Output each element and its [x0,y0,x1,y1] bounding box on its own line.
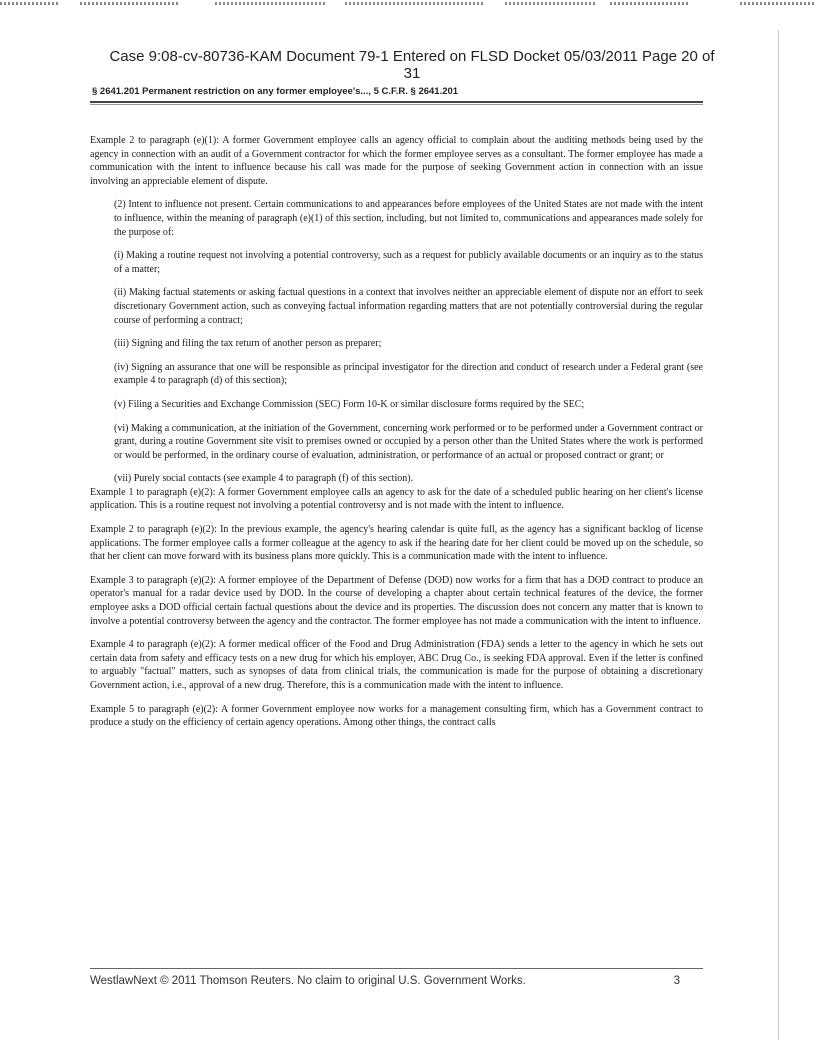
header-divider [90,101,703,103]
regulation-citation: § 2641.201 Permanent restriction on any former employee's..., 5 C.F.R. § 2641.201 [92,86,459,97]
case-header-line1: Case 9:08-cv-80736-KAM Document 79-1 Entered on FLSD Docket 05/03/2011 Page 20 of [109,48,715,65]
scan-artifact [0,0,816,8]
header-divider-thin [90,104,703,105]
paragraph-example-2-e2: Example 2 to paragraph (e)(2): In the previous example, the agency's hearing calendar is quite full, as the agency has a significant backlog of license applications. The former employee calls a former colleague at the agency to ask if the hearing date for her client could be moved up on the schedule, so that her client can move forward with its business plans more quickly. This is a communication made with the intent to influence. [90,524,703,563]
list-item-i: (i) Making a routine request not involving a potential controversy, such as a request for publicly available documents or an inquiry as to the status of a matter; [114,250,703,275]
paragraph-example-3-e2: Example 3 to paragraph (e)(2): A former employee of the Department of Defense (DOD) now works for a firm that has a DOD contract to produce an operator's manual for a radar device used by DOD. In the course of developing a chapter about certain technical features of the device, the former employee asks a DOD official certain factual questions about the device and its properties. The discussion does not concern any matter that is known to involve a potential controversy between the agency and the contractor. The former employee has not made a communication with the intent to influence. [90,574,703,627]
footer-copyright: WestlawNext © 2011 Thomson Reuters. No claim to original U.S. Government Works. [90,975,526,987]
footer-divider [90,968,703,969]
document-body [90,134,703,740]
list-item-ii: (ii) Making factual statements or asking factual questions in a context that involves neither an appreciable element of dispute nor an effort to seek discretionary Government action, such as conveying factual information regarding matters that are not potentially controversial during the regular course of performing a contract; [114,287,703,326]
paragraph-example-4-e2: Example 4 to paragraph (e)(2): A former medical officer of the Food and Drug Administration (FDA) sends a letter to the agency in which he sets out certain data from safety and efficacy tests on a new drug for which his employer, ABC Drug Co., is seeking FDA approval. Even if the letter is confined to arguably "factual" matters, such as synopses of data from clinical trials, the communication is made for the purpose of obtaining a discretionary Government action, i.e., approval of a new drug. Therefore, this is a communication made with the intent to influence. [90,639,703,691]
paragraph-e2-intro: (2) Intent to influence not present. Certain communications to and appearances before employees of the United States are not made with the intent to influence, within the meaning of paragraph (e)(1) of this section, including, but not limited to, communications and appearances made solely for the purpose of: [114,199,703,238]
case-header-line2: 31 [403,65,421,82]
list-item-vi: (vi) Making a communication, at the initiation of the Government, concerning work performed or to be performed under a Government contract or grant, during a routine Government site visit to premises owned or occupied by a person other than the United States where the work is performed or would be performed, in the ordinary course of evaluation, administration, or performance of an actual or proposed contract or grant; or [114,422,703,461]
paragraph-example-1-e2: Example 1 to paragraph (e)(2): A former Government employee calls an agency to ask for the date of a scheduled public hearing on her client's license application. This is a routine request not involving a potential controversy and is not made with the intent to influence. [90,486,703,512]
list-item-v: (v) Filing a Securities and Exchange Commission (SEC) Form 10-K or similar disclosure forms required by the SEC; [114,398,585,410]
paragraph-example-2-e1: Example 2 to paragraph (e)(1): A former Government employee calls an agency official to complain about the auditing methods being used by the agency in connection with an audit of a Government contractor for which the former employee serves as a consultant. The former employee has made a communication with the intent to influence because his call was made for the purpose of seeking Government action in connection with an issue involving an appreciable element of dispute. [90,135,703,187]
list-item-vii: (vii) Purely social contacts (see example 4 to paragraph (f) of this section). [114,473,414,485]
page-footer [90,975,690,987]
scan-margin-line [778,30,779,1040]
list-item-iii: (iii) Signing and filing the tax return of another person as preparer; [114,338,382,350]
page-number: 3 [673,975,680,987]
case-header [72,48,752,82]
list-item-iv: (iv) Signing an assurance that one will be responsible as principal investigator for the direction and conduct of research under a Federal grant (see example 4 to paragraph (d) of this section); [114,361,703,387]
paragraph-example-5-e2: Example 5 to paragraph (e)(2): A former Government employee now works for a management consulting firm, which has a Government contract to produce a study on the efficiency of certain agency operations. Among other things, the contract calls [90,703,703,729]
